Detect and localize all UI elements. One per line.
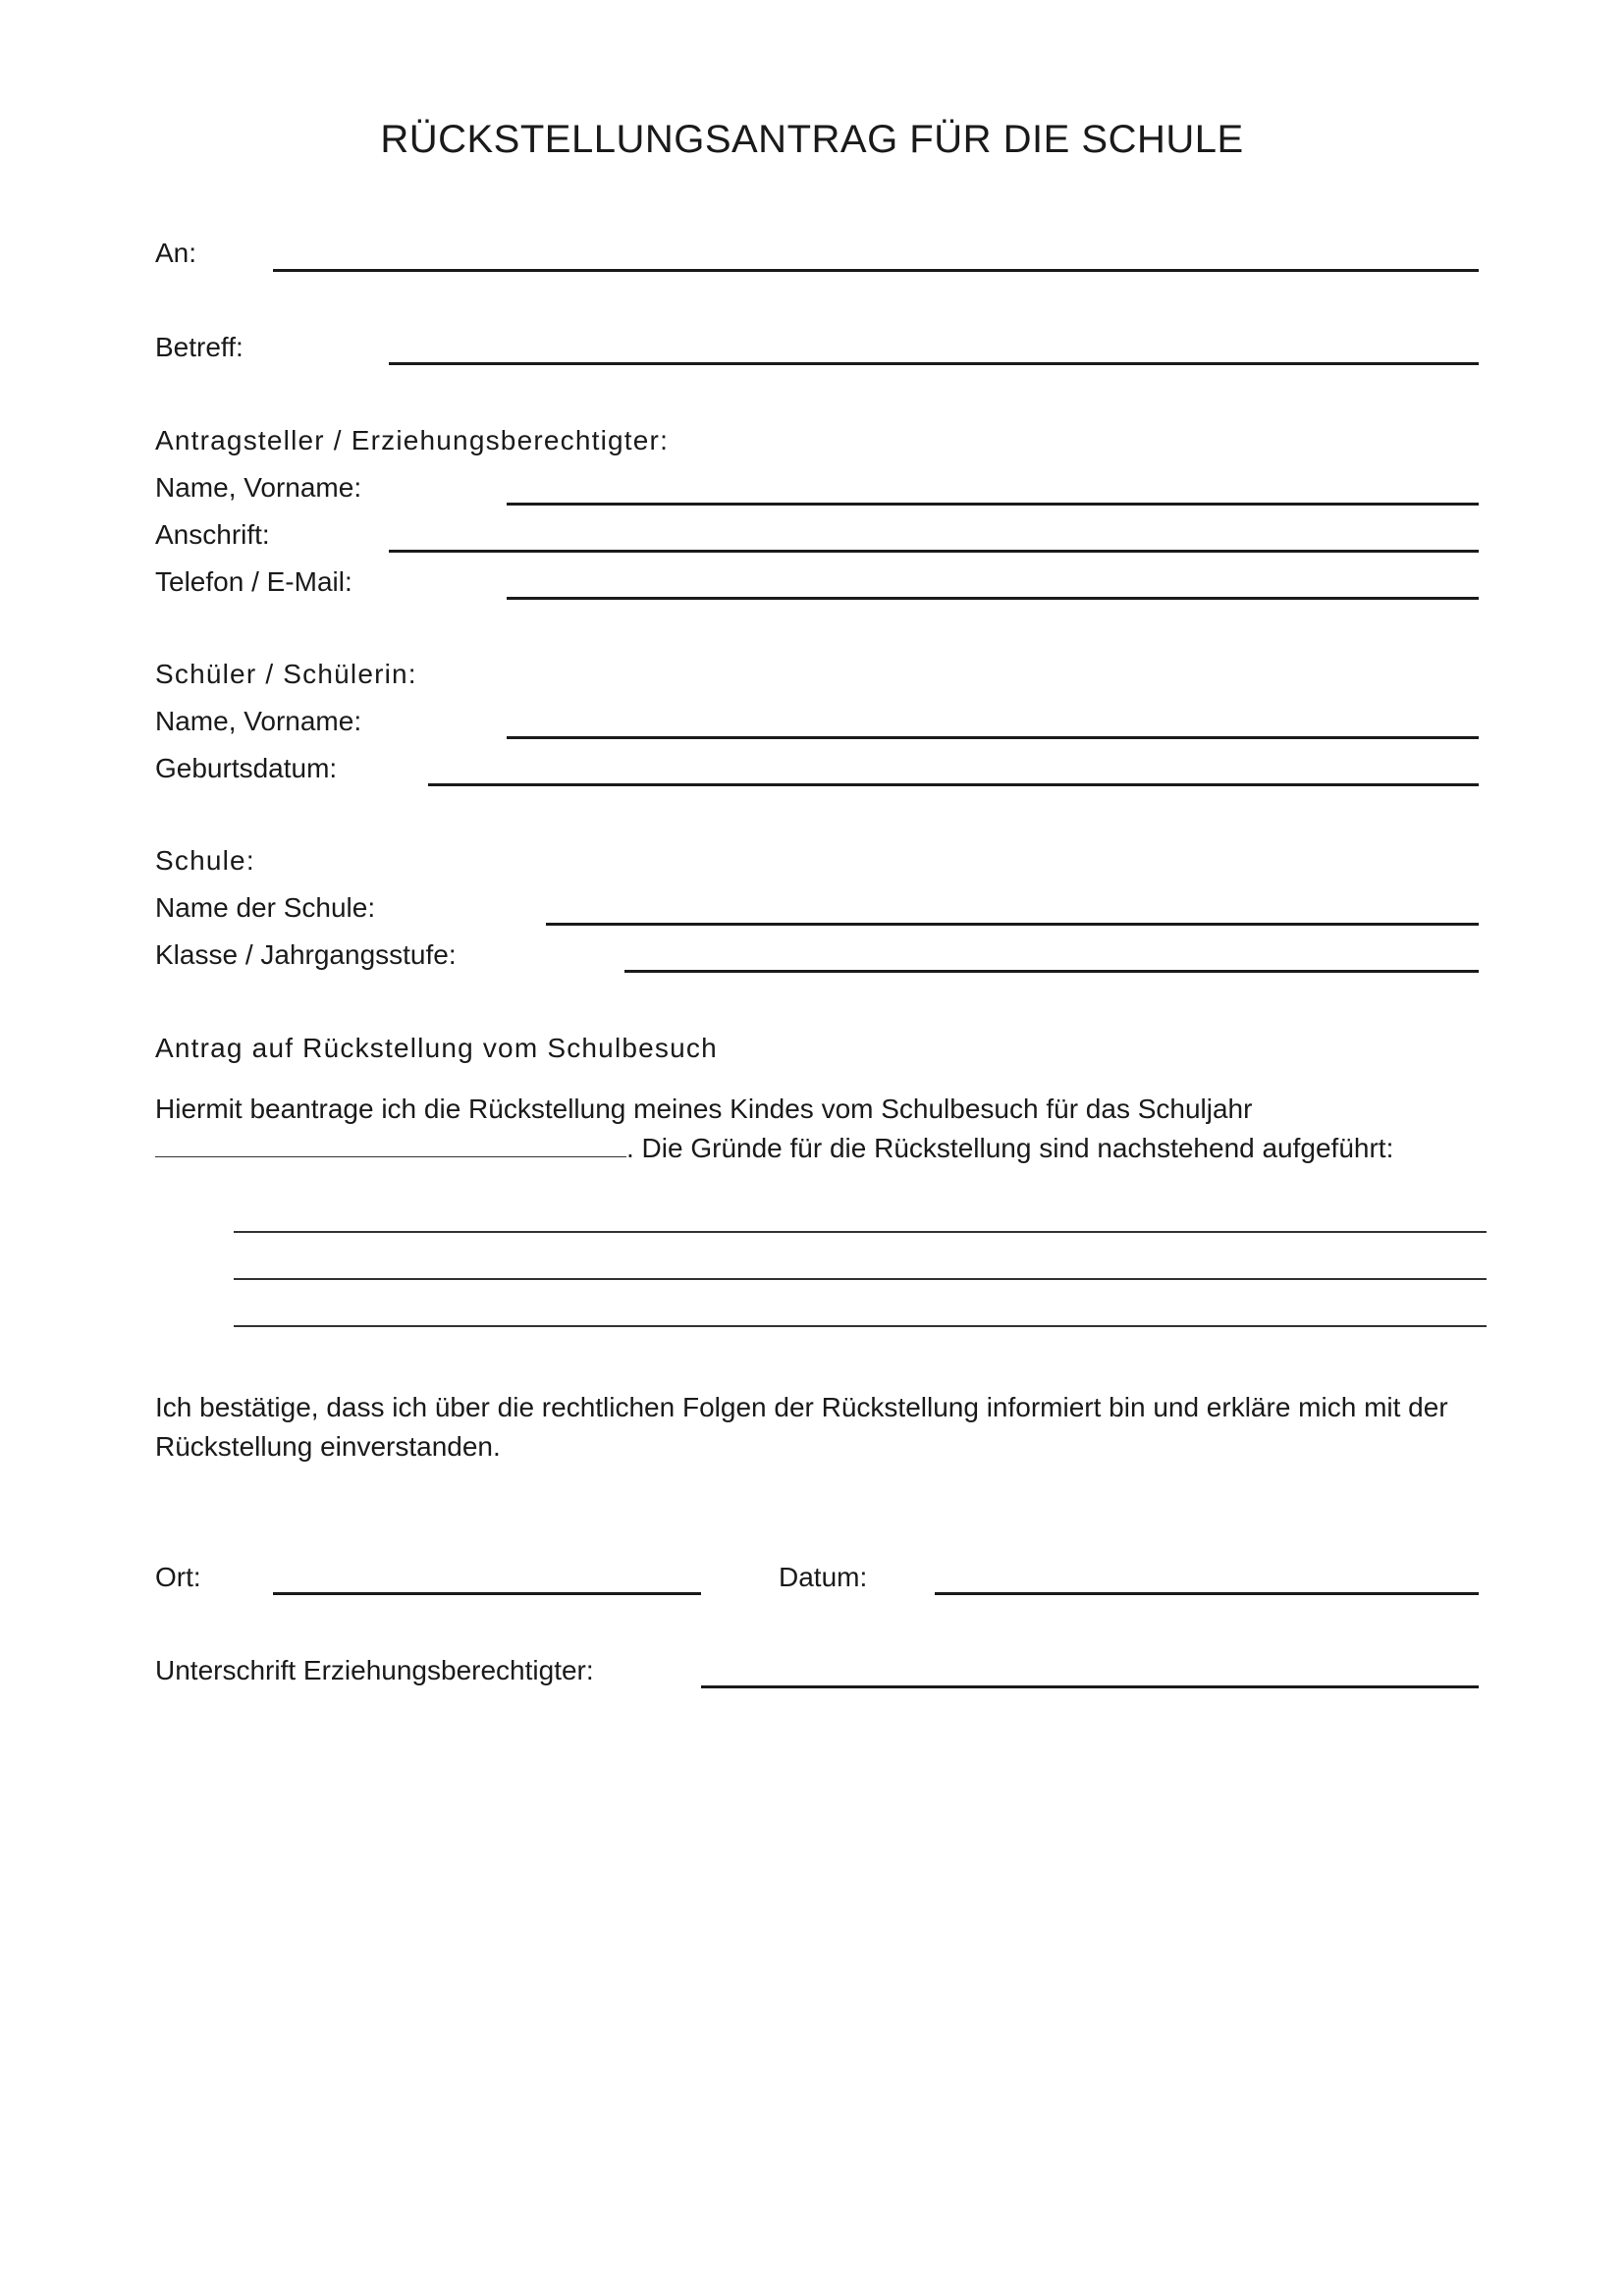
reason-line-1[interactable] bbox=[234, 1231, 1487, 1233]
applicant-name-label: Name, Vorname: bbox=[155, 472, 362, 503]
signature-field-line[interactable] bbox=[701, 1685, 1479, 1688]
applicant-contact-label: Telefon / E-Mail: bbox=[155, 566, 352, 597]
betreff-label: Betreff: bbox=[155, 332, 244, 362]
an-field-line[interactable] bbox=[273, 269, 1479, 272]
datum-field-line[interactable] bbox=[935, 1592, 1479, 1595]
applicant-address-label: Anschrift: bbox=[155, 519, 270, 550]
confirmation-line2: Rückstellung einverstanden. bbox=[155, 1431, 501, 1462]
confirmation-line1: Ich bestätige, dass ich über die rechtlichen Folgen der Rückstellung informiert bin und erkläre mich mit der bbox=[155, 1392, 1448, 1422]
request-text-line2-suffix: . Die Gründe für die Rückstellung sind nachstehend aufgeführt: bbox=[626, 1133, 1394, 1163]
school-year-blank[interactable] bbox=[155, 1129, 626, 1157]
applicant-name-field-line[interactable] bbox=[507, 503, 1479, 506]
student-name-label: Name, Vorname: bbox=[155, 706, 362, 736]
request-heading: Antrag auf Rückstellung vom Schulbesuch bbox=[155, 1033, 718, 1063]
school-heading: Schule: bbox=[155, 845, 255, 876]
request-text-line2 bbox=[155, 1129, 1393, 1168]
student-birthdate-label: Geburtsdatum: bbox=[155, 753, 338, 783]
applicant-contact-field-line[interactable] bbox=[507, 597, 1479, 600]
request-text-line1: Hiermit beantrage ich die Rückstellung meines Kindes vom Schulbesuch für das Schuljahr bbox=[155, 1094, 1253, 1124]
reason-line-3[interactable] bbox=[234, 1325, 1487, 1327]
school-class-label: Klasse / Jahrgangsstufe: bbox=[155, 939, 457, 970]
reason-line-2[interactable] bbox=[234, 1278, 1487, 1280]
an-label: An: bbox=[155, 238, 197, 268]
signature-label: Unterschrift Erziehungsberechtigter: bbox=[155, 1655, 594, 1685]
student-heading: Schüler / Schülerin: bbox=[155, 659, 417, 689]
student-birthdate-field-line[interactable] bbox=[428, 783, 1479, 786]
school-class-field-line[interactable] bbox=[624, 970, 1479, 973]
applicant-heading: Antragsteller / Erziehungsberechtigter: bbox=[155, 425, 670, 455]
school-name-field-line[interactable] bbox=[546, 923, 1479, 926]
student-name-field-line[interactable] bbox=[507, 736, 1479, 739]
ort-label: Ort: bbox=[155, 1562, 201, 1592]
document-title: RÜCKSTELLUNGSANTRAG FÜR DIE SCHULE bbox=[380, 118, 1244, 161]
ort-field-line[interactable] bbox=[273, 1592, 701, 1595]
betreff-field-line[interactable] bbox=[389, 362, 1479, 365]
school-name-label: Name der Schule: bbox=[155, 892, 376, 923]
applicant-address-field-line[interactable] bbox=[389, 550, 1479, 553]
datum-label: Datum: bbox=[779, 1562, 868, 1592]
